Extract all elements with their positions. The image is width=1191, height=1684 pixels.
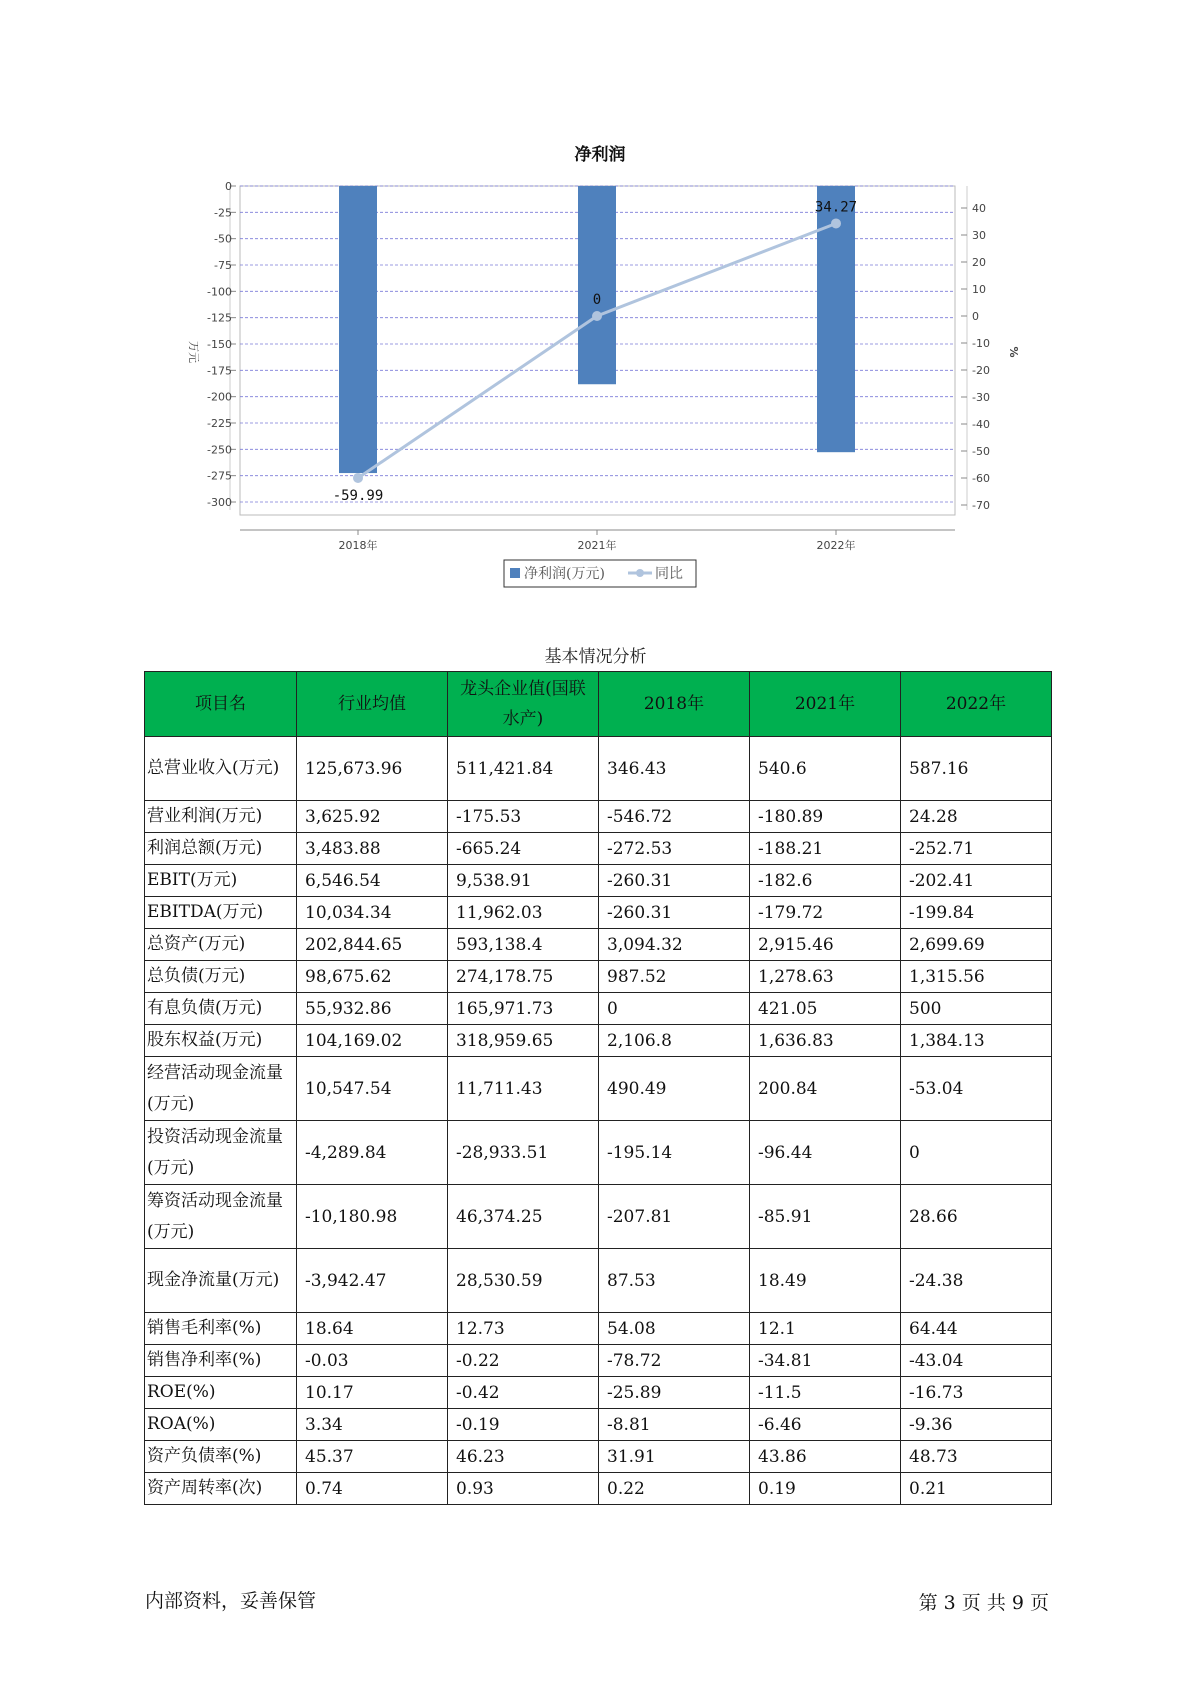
y-tick-label: -150 xyxy=(207,338,232,351)
y-tick-label: -300 xyxy=(207,496,232,509)
table-cell: 540.6 xyxy=(750,737,901,801)
table-row xyxy=(145,865,1052,897)
y-right-tick-label: -60 xyxy=(972,472,990,485)
bar-net-profit xyxy=(339,186,377,473)
table-header-cell: 2022年 xyxy=(901,672,1052,737)
table-cell: 3,625.92 xyxy=(297,801,448,833)
table-cell: -546.72 xyxy=(599,801,750,833)
table-cell: -175.53 xyxy=(448,801,599,833)
table-cell: 10.17 xyxy=(297,1377,448,1409)
x-tick-label: 2022年 xyxy=(816,539,856,552)
table-cell: 0 xyxy=(599,993,750,1025)
table-cell: -16.73 xyxy=(901,1377,1052,1409)
table-cell: -180.89 xyxy=(750,801,901,833)
table-cell: -78.72 xyxy=(599,1345,750,1377)
y-right-tick-label: 30 xyxy=(972,229,986,242)
table-cell: 346.43 xyxy=(599,737,750,801)
point-yoy xyxy=(353,473,363,483)
table-cell: 0.21 xyxy=(901,1473,1052,1505)
table-header-cell: 行业均值 xyxy=(297,672,448,737)
table-row xyxy=(145,1313,1052,1345)
table-cell: 3.34 xyxy=(297,1409,448,1441)
data-label-yoy: 34.27 xyxy=(814,199,858,216)
point-yoy xyxy=(831,218,841,228)
table-cell: -182.6 xyxy=(750,865,901,897)
table-row xyxy=(145,1057,1052,1121)
row-label-cell: 经营活动现金流量(万元) xyxy=(145,1057,297,1121)
table-cell: -28,933.51 xyxy=(448,1121,599,1185)
table-cell: 46,374.25 xyxy=(448,1185,599,1249)
table-row xyxy=(145,1249,1052,1313)
table-title: 基本情况分析 xyxy=(544,647,647,667)
legend-label-bar: 净利润(万元) xyxy=(524,566,605,582)
table-cell: 6,546.54 xyxy=(297,865,448,897)
table-cell: 500 xyxy=(901,993,1052,1025)
table-cell: -260.31 xyxy=(599,865,750,897)
y-tick-label: -100 xyxy=(207,285,232,299)
y-tick-label: -250 xyxy=(207,443,232,457)
row-label-cell: 利润总额(万元) xyxy=(145,833,297,865)
table-cell: -272.53 xyxy=(599,833,750,865)
table-cell: -34.81 xyxy=(750,1345,901,1377)
table-cell: 2,915.46 xyxy=(750,929,901,961)
table-cell: -260.31 xyxy=(599,897,750,929)
table-row xyxy=(145,929,1052,961)
table-row xyxy=(145,1185,1052,1249)
y-tick-label: 0 xyxy=(225,180,232,193)
table-row xyxy=(145,961,1052,993)
y-axis-label: 万元 xyxy=(187,341,200,363)
table-header-row xyxy=(145,672,1052,737)
table-cell: 593,138.4 xyxy=(448,929,599,961)
table-cell: 46.23 xyxy=(448,1441,599,1473)
table-cell: 1,315.56 xyxy=(901,961,1052,993)
table-cell: -3,942.47 xyxy=(297,1249,448,1313)
table-cell: -43.04 xyxy=(901,1345,1052,1377)
table-cell: -24.38 xyxy=(901,1249,1052,1313)
table-cell: -188.21 xyxy=(750,833,901,865)
table-cell: -85.91 xyxy=(750,1185,901,1249)
table-cell: 43.86 xyxy=(750,1441,901,1473)
y-tick-label: -75 xyxy=(214,259,232,272)
y-right-tick-label: -70 xyxy=(972,499,990,512)
table-cell: 0.22 xyxy=(599,1473,750,1505)
table-header-cell: 项目名 xyxy=(145,672,297,737)
point-yoy xyxy=(592,311,602,321)
y-right-tick-label: 10 xyxy=(972,283,986,296)
table-cell: 11,711.43 xyxy=(448,1057,599,1121)
table-cell: 0.19 xyxy=(750,1473,901,1505)
table-header-cell: 2018年 xyxy=(599,672,750,737)
table-row xyxy=(145,801,1052,833)
footer-confidential-note: 内部资料，妥善保管 xyxy=(145,1590,317,1612)
table-cell: -10,180.98 xyxy=(297,1185,448,1249)
table-cell: -6.46 xyxy=(750,1409,901,1441)
row-label-cell: EBITDA(万元) xyxy=(145,897,297,929)
table-cell: 18.64 xyxy=(297,1313,448,1345)
table-cell: -179.72 xyxy=(750,897,901,929)
table-cell: 125,673.96 xyxy=(297,737,448,801)
table-cell: 28,530.59 xyxy=(448,1249,599,1313)
y-tick-label: -50 xyxy=(214,232,232,246)
y-right-axis-label: % xyxy=(1007,346,1020,358)
legend-swatch-point xyxy=(636,569,644,577)
table-cell: 490.49 xyxy=(599,1057,750,1121)
row-label-cell: 筹资活动现金流量(万元) xyxy=(145,1185,297,1249)
row-label-cell: 营业利润(万元) xyxy=(145,801,297,833)
table-cell: 10,547.54 xyxy=(297,1057,448,1121)
table-cell: 18.49 xyxy=(750,1249,901,1313)
y-tick-label: -200 xyxy=(207,390,232,404)
table-cell: 1,278.63 xyxy=(750,961,901,993)
table-cell: -9.36 xyxy=(901,1409,1052,1441)
table-cell: 31.91 xyxy=(599,1441,750,1473)
table-cell: 2,106.8 xyxy=(599,1025,750,1057)
y-right-tick-label: 0 xyxy=(972,310,979,323)
table-cell: 3,094.32 xyxy=(599,929,750,961)
y-right-tick-label: -40 xyxy=(972,418,990,431)
table-cell: -202.41 xyxy=(901,865,1052,897)
x-tick-label: 2021年 xyxy=(577,539,617,552)
y-right-tick-label: -20 xyxy=(972,364,990,377)
legend-swatch-bar xyxy=(510,568,520,578)
y-right-tick-label: -10 xyxy=(972,337,990,350)
row-label-cell: ROE(%) xyxy=(145,1377,297,1409)
table-cell: -195.14 xyxy=(599,1121,750,1185)
table-cell: 98,675.62 xyxy=(297,961,448,993)
table-row xyxy=(145,737,1052,801)
table-cell: 274,178.75 xyxy=(448,961,599,993)
table-row xyxy=(145,1121,1052,1185)
table-cell: 1,636.83 xyxy=(750,1025,901,1057)
table-cell: -207.81 xyxy=(599,1185,750,1249)
data-label-yoy: 0 xyxy=(592,292,602,308)
table-cell: 2,699.69 xyxy=(901,929,1052,961)
table-cell: 104,169.02 xyxy=(297,1025,448,1057)
table-cell: 55,932.86 xyxy=(297,993,448,1025)
y-right-tick-label: 20 xyxy=(972,256,986,269)
y-tick-label: -275 xyxy=(207,469,232,483)
table-cell: -0.03 xyxy=(297,1345,448,1377)
table-row xyxy=(145,1441,1052,1473)
row-label-cell: 总资产(万元) xyxy=(145,929,297,961)
y-right-tick-label: -50 xyxy=(972,445,990,458)
table-cell: 318,959.65 xyxy=(448,1025,599,1057)
table-header-cell: 2021年 xyxy=(750,672,901,737)
y-tick-label: -25 xyxy=(214,206,232,220)
y-tick-label: -175 xyxy=(207,364,232,378)
table-cell: -665.24 xyxy=(448,833,599,865)
table-cell: 48.73 xyxy=(901,1441,1052,1473)
row-label-cell: 现金净流量(万元) xyxy=(145,1249,297,1313)
table-cell: 1,384.13 xyxy=(901,1025,1052,1057)
y-tick-label: -125 xyxy=(207,311,232,325)
row-label-cell: 有息负债(万元) xyxy=(145,993,297,1025)
row-label-cell: EBIT(万元) xyxy=(145,865,297,897)
table-cell: 45.37 xyxy=(297,1441,448,1473)
row-label-cell: 股东权益(万元) xyxy=(145,1025,297,1057)
basic-analysis-table xyxy=(144,671,1052,1505)
table-cell: -96.44 xyxy=(750,1121,901,1185)
chart-svg xyxy=(0,0,1191,600)
table-row xyxy=(145,1345,1052,1377)
table-cell: 165,971.73 xyxy=(448,993,599,1025)
legend-label-line: 同比 xyxy=(655,566,683,582)
row-label-cell: 销售毛利率(%) xyxy=(145,1313,297,1345)
table-cell: 0.93 xyxy=(448,1473,599,1505)
table-cell: -4,289.84 xyxy=(297,1121,448,1185)
table-cell: -11.5 xyxy=(750,1377,901,1409)
row-label-cell: 总营业收入(万元) xyxy=(145,737,297,801)
row-label-cell: 总负债(万元) xyxy=(145,961,297,993)
table-cell: 200.84 xyxy=(750,1057,901,1121)
y-tick-label: -225 xyxy=(207,417,232,430)
table-cell: 64.44 xyxy=(901,1313,1052,1345)
table-body xyxy=(145,737,1052,1505)
table-cell: 987.52 xyxy=(599,961,750,993)
table-row xyxy=(145,1409,1052,1441)
table-cell: 3,483.88 xyxy=(297,833,448,865)
row-label-cell: 资产负债率(%) xyxy=(145,1441,297,1473)
table-cell: 0 xyxy=(901,1121,1052,1185)
table-cell: -0.42 xyxy=(448,1377,599,1409)
table-cell: -252.71 xyxy=(901,833,1052,865)
table-header-cell: 龙头企业值(国联水产) xyxy=(448,672,599,737)
x-tick-label: 2018年 xyxy=(338,539,378,552)
table-row xyxy=(145,1377,1052,1409)
table-cell: -8.81 xyxy=(599,1409,750,1441)
table-cell: 9,538.91 xyxy=(448,865,599,897)
y-right-tick-label: -30 xyxy=(972,391,990,404)
table-cell: -0.22 xyxy=(448,1345,599,1377)
table-cell: 12.73 xyxy=(448,1313,599,1345)
table-row xyxy=(145,897,1052,929)
table-cell: 24.28 xyxy=(901,801,1052,833)
table-cell: -199.84 xyxy=(901,897,1052,929)
table-cell: 54.08 xyxy=(599,1313,750,1345)
table-cell: 28.66 xyxy=(901,1185,1052,1249)
table-cell: 87.53 xyxy=(599,1249,750,1313)
table-cell: 12.1 xyxy=(750,1313,901,1345)
table-cell: 0.74 xyxy=(297,1473,448,1505)
table-cell: -25.89 xyxy=(599,1377,750,1409)
table-cell: 10,034.34 xyxy=(297,897,448,929)
bar-net-profit xyxy=(578,186,616,384)
table-cell: -53.04 xyxy=(901,1057,1052,1121)
table-row xyxy=(145,993,1052,1025)
row-label-cell: 资产周转率(次) xyxy=(145,1473,297,1505)
footer-page-number: 第 3 页 共 9 页 xyxy=(918,1592,1049,1614)
table-cell: 587.16 xyxy=(901,737,1052,801)
table-row xyxy=(145,1473,1052,1505)
row-label-cell: 销售净利率(%) xyxy=(145,1345,297,1377)
chart-title: 净利润 xyxy=(574,145,626,165)
net-profit-chart xyxy=(0,0,1191,600)
table-cell: 511,421.84 xyxy=(448,737,599,801)
table-cell: 11,962.03 xyxy=(448,897,599,929)
table-cell: -0.19 xyxy=(448,1409,599,1441)
row-label-cell: 投资活动现金流量(万元) xyxy=(145,1121,297,1185)
y-right-tick-label: 40 xyxy=(972,202,986,215)
row-label-cell: ROA(%) xyxy=(145,1409,297,1441)
table-cell: 202,844.65 xyxy=(297,929,448,961)
table-cell: 421.05 xyxy=(750,993,901,1025)
data-label-yoy: -59.99 xyxy=(332,487,384,504)
table-row xyxy=(145,833,1052,865)
table-row xyxy=(145,1025,1052,1057)
